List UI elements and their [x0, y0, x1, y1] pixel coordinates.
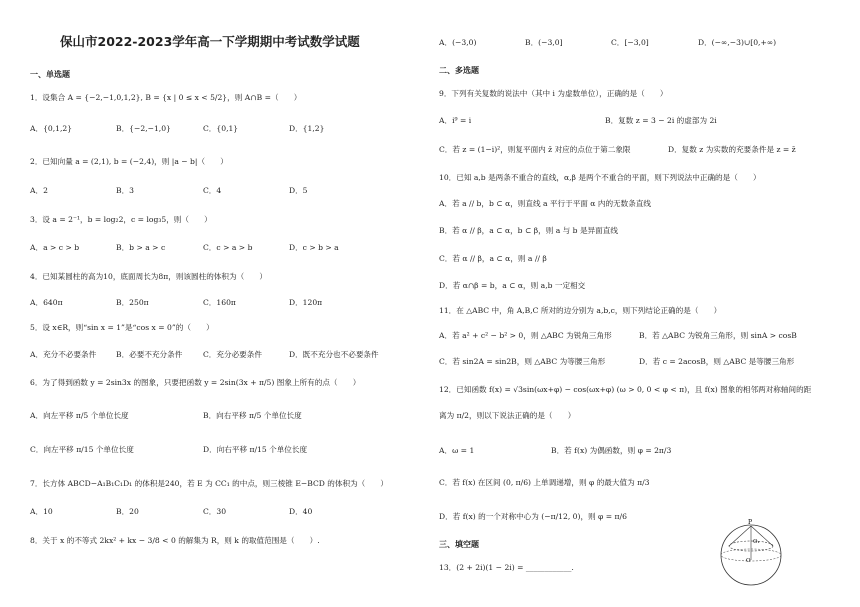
q6-option-d: D．向右平移 π/15 个单位长度	[203, 445, 308, 454]
q1-option-b: B．{−2,−1,0}	[116, 124, 171, 133]
q11-option-d: D．若 c = 2acosB，则 △ABC 是等腰三角形	[639, 357, 795, 366]
q12-option-b: B．若 f(x) 为偶函数，则 φ = 2π/3	[551, 446, 672, 455]
q2-option-a: A．2	[30, 186, 48, 195]
q4-option-a: A．640π	[30, 298, 63, 307]
q8-option-a: A．(−3,0)	[439, 38, 477, 47]
q2-option-c: C．4	[203, 186, 222, 195]
q11-option-c: C．若 sin2A = sin2B，则 △ABC 为等腰三角形	[439, 357, 606, 366]
q3-option-c: C．c > a > b	[203, 243, 253, 252]
q11-option-a: A．若 a² + c² − b² > 0，则 △ABC 为锐角三角形	[439, 331, 612, 340]
q10-option-d: D．若 α∩β = b，a ⊂ α，则 a,b 一定相交	[439, 281, 586, 290]
question-1: 1．设集合 A = {−2,−1,0,1,2}, B = {x | 0 ≤ x < 5/2}，则 A∩B =（ ）	[30, 93, 302, 102]
question-9: 9．下列有关复数的说法中（其中 i 为虚数单位），正确的是（ ）	[439, 89, 668, 98]
q12-option-d: D．若 f(x) 的一个对称中心为 (−π/12, 0)，则 φ = π/6	[439, 512, 627, 521]
q5-option-b: B．必要不充分条件	[116, 350, 183, 359]
q8-option-d: D．(−∞,−3)∪[0,+∞)	[698, 38, 777, 47]
q1-option-a: A．{0,1,2}	[30, 124, 73, 133]
q7-option-c: C．30	[203, 507, 227, 516]
question-6: 6．为了得到函数 y = 2sin3x 的图象，只要把函数 y = 2sin(3x + π/5) 图象上所有的点（ ）	[30, 378, 361, 387]
q9-option-b: B．复数 z = 3 − 2i 的虚部为 2i	[605, 116, 717, 125]
section-single-choice: 一、单选题	[30, 70, 70, 79]
sphere-figure	[716, 518, 786, 588]
q10-option-c: C．若 α // β，a ⊂ α，则 a // β	[439, 254, 547, 263]
q10-option-b: B．若 α // β，a ⊂ α，b ⊂ β，则 a 与 b 是异面直线	[439, 226, 618, 235]
question-12-cont: 离为 π/2，则以下说法正确的是（ ）	[439, 411, 576, 420]
q9-option-c: C．若 z = (1−i)²，则复平面内 z̄ 对应的点位于第二象限	[439, 145, 631, 154]
q6-option-c: C．向左平移 π/15 个单位长度	[30, 445, 134, 454]
sphere-label-p: P	[748, 519, 753, 526]
q6-option-b: B．向右平移 π/5 个单位长度	[203, 411, 302, 420]
question-3: 3．设 a = 2⁻¹，b = log₂2，c = log₃5，则（ ）	[30, 215, 212, 224]
q12-option-c: C．若 f(x) 在区间 (0, π/6) 上单调递增，则 φ 的最大值为 π/3	[439, 478, 650, 487]
sphere-label-o1: O₁	[753, 539, 760, 545]
q9-option-a: A．i⁹ = i	[439, 116, 472, 125]
q2-option-d: D．5	[289, 186, 308, 195]
q5-option-a: A．充分不必要条件	[30, 350, 97, 359]
q1-option-d: D．{1,2}	[289, 124, 325, 133]
q7-option-b: B．20	[116, 507, 139, 516]
q3-option-b: B．b > a > c	[116, 243, 166, 252]
q6-option-a: A．向左平移 π/5 个单位长度	[30, 411, 129, 420]
q4-option-b: B．250π	[116, 298, 149, 307]
question-10: 10．已知 a,b 是两条不重合的直线，α,β 是两个不重合的平面，则下列说法中正确的是（ ）	[439, 173, 761, 182]
q3-option-d: D．c > b > a	[289, 243, 339, 252]
question-12: 12．已知函数 f(x) = √3sin(ωx+φ) − cos(ωx+φ) (ω > 0, 0 < φ < π)，且 f(x) 图象的相邻两对称轴间的距	[439, 385, 812, 394]
question-2: 2．已知向量 a = (2,1), b = (−2,4)，则 |a − b|（ ）	[30, 157, 228, 166]
question-7: 7．长方体 ABCD−A₁B₁C₁D₁ 的体积是240，若 E 为 CC₁ 的中点，则三棱锥 E−BCD 的体积为（ ）	[30, 479, 389, 488]
q1-option-c: C．{0,1}	[203, 124, 239, 133]
q8-option-c: C．[−3,0]	[611, 38, 649, 47]
q11-option-b: B．若 △ABC 为锐角三角形，则 sinA > cosB	[639, 331, 797, 340]
question-8: 8．关于 x 的不等式 2kx² + kx − 3/8 < 0 的解集为 R，则 k 的取值范围是（ ）.	[30, 536, 320, 545]
q4-option-c: C．160π	[203, 298, 236, 307]
section-fill-blank: 三、填空题	[439, 540, 479, 549]
q12-option-a: A．ω = 1	[439, 446, 475, 455]
q2-option-b: B．3	[116, 186, 135, 195]
section-multiple-choice: 二、多选题	[439, 66, 479, 75]
question-5: 5．设 x∈R，则“sin x = 1”是“cos x = 0”的（ ）	[30, 323, 214, 332]
q7-option-a: A．10	[30, 507, 53, 516]
question-13: 13．(2 + 2i)(1 − 2i) = ____________.	[439, 563, 574, 572]
q8-option-b: B．(−3,0]	[525, 38, 563, 47]
q3-option-a: A．a > c > b	[30, 243, 80, 252]
question-4: 4．已知某圆柱的高为10，底面周长为8π，则该圆柱的体积为（ ）	[30, 272, 267, 281]
sphere-label-o: O	[746, 558, 751, 564]
q5-option-c: C．充分必要条件	[203, 350, 262, 359]
q4-option-d: D．120π	[289, 298, 323, 307]
q7-option-d: D．40	[289, 507, 313, 516]
q5-option-d: D．既不充分也不必要条件	[289, 350, 379, 359]
page-title: 保山市2022-2023学年高一下学期期中考试数学试题	[60, 34, 360, 49]
question-11: 11．在 △ABC 中，角 A,B,C 所对的边分别为 a,b,c，则下列结论正确的是（ ）	[439, 306, 722, 315]
q9-option-d: D．复数 z 为实数的充要条件是 z = z̄	[668, 145, 796, 154]
right-column	[430, 0, 860, 607]
q10-option-a: A．若 a // b，b ⊂ α，则直线 a 平行于平面 α 内的无数条直线	[439, 199, 651, 208]
